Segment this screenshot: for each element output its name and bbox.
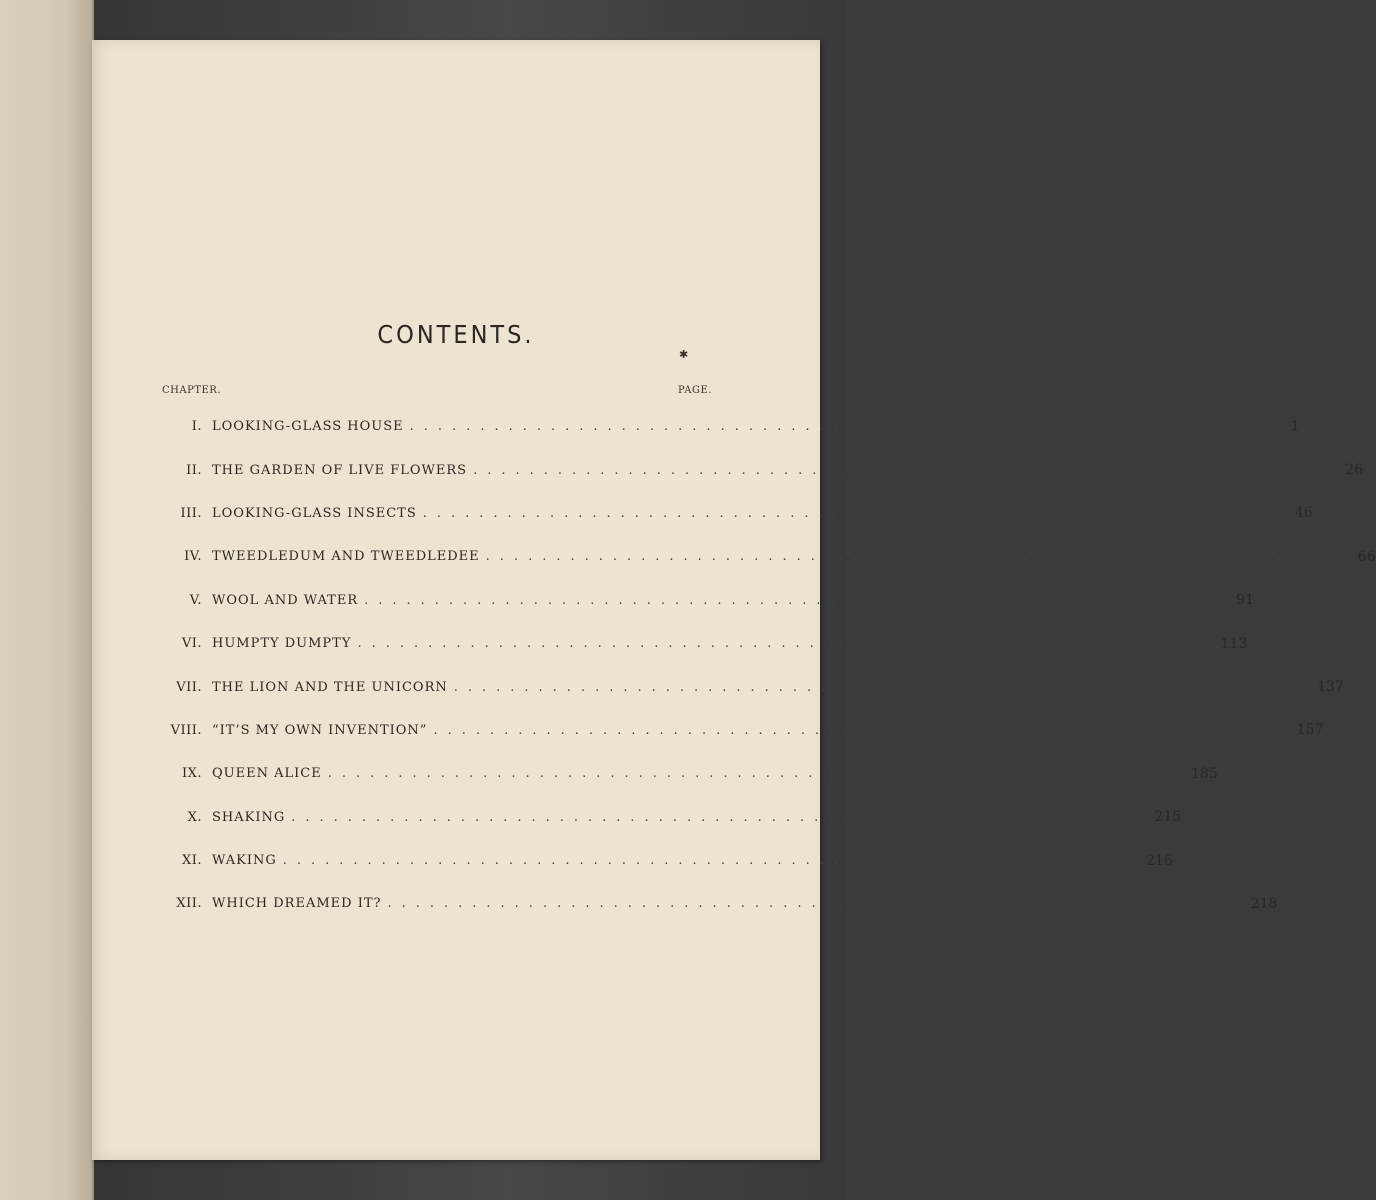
page-number: 216 — [1145, 852, 1173, 869]
chapter-title: QUEEN ALICE — [212, 766, 322, 782]
chapter-number: VII. — [176, 679, 202, 695]
chapter-number: XI. — [181, 853, 202, 869]
chapter-number: III. — [180, 505, 202, 521]
dot-leader: ............................................................ — [473, 462, 1322, 478]
chapter-column-header: CHAPTER. — [162, 385, 221, 396]
dot-leader: ............................................................ — [327, 766, 1176, 782]
page-number: 46 — [1294, 505, 1313, 522]
chapter-title: “IT’S MY OWN INVENTION” — [212, 722, 428, 738]
page-number: 215 — [1154, 809, 1182, 826]
chapter-number: V. — [189, 592, 202, 608]
toc-entry — [154, 709, 1324, 752]
page-number: 1 — [1290, 418, 1300, 435]
toc-entry — [154, 882, 1278, 925]
dot-leader: ............................................................ — [357, 636, 1206, 652]
toc-entry — [154, 579, 1255, 622]
page-column-header: PAGE. — [678, 385, 712, 396]
dot-leader: ............................................................ — [433, 722, 1282, 738]
chapter-title: LOOKING-GLASS HOUSE — [212, 419, 404, 435]
contents-page — [92, 40, 1376, 1160]
toc-entry — [154, 405, 1300, 448]
chapter-number: VIII. — [170, 722, 202, 738]
page-number: 157 — [1296, 722, 1324, 739]
chapter-title: WHICH DREAMED IT? — [212, 896, 382, 912]
chapter-title: TWEEDLEDUM AND TWEEDLEDEE — [212, 549, 480, 565]
toc-entry — [154, 535, 1376, 578]
toc-entry — [154, 839, 1173, 882]
page-number: 218 — [1250, 895, 1278, 912]
dot-leader: ............................................................ — [485, 549, 1334, 565]
chapter-title: THE GARDEN OF LIVE FLOWERS — [212, 462, 468, 478]
chapter-title: SHAKING — [212, 809, 286, 825]
toc-entry — [154, 492, 1313, 535]
chapter-number: II. — [186, 462, 202, 478]
chapter-number: VI. — [181, 636, 202, 652]
page-number: 113 — [1220, 635, 1248, 652]
dot-leader: ............................................................ — [453, 679, 1302, 695]
toc-entry — [154, 448, 1364, 491]
page-number: 26 — [1345, 462, 1364, 479]
toc-entry — [154, 665, 1344, 708]
ink-mark: ✱ — [679, 348, 689, 361]
chapter-title: WOOL AND WATER — [212, 592, 359, 608]
page-number: 66 — [1357, 548, 1376, 565]
page-number: 91 — [1236, 592, 1255, 609]
table-of-contents — [154, 405, 1376, 926]
toc-entry — [154, 622, 1248, 665]
chapter-title: HUMPTY DUMPTY — [212, 636, 352, 652]
chapter-number: IV. — [184, 549, 202, 565]
dot-leader: ............................................................ — [409, 419, 1258, 435]
chapter-title: WAKING — [212, 853, 277, 869]
chapter-number: X. — [187, 809, 202, 825]
page-number: 137 — [1316, 679, 1344, 696]
chapter-title: LOOKING-GLASS INSECTS — [212, 505, 417, 521]
page-title: CONTENTS. — [377, 320, 535, 349]
dot-leader: ............................................................ — [364, 592, 1213, 608]
dot-leader: ............................................................ — [282, 853, 1131, 869]
chapter-number: XII. — [176, 896, 202, 912]
toc-entry — [154, 796, 1182, 839]
dot-leader: ............................................................ — [422, 505, 1271, 521]
chapter-number: I. — [191, 419, 202, 435]
chapter-title: THE LION AND THE UNICORN — [212, 679, 448, 695]
dot-leader: ............................................................ — [387, 896, 1236, 912]
chapter-number: IX. — [181, 766, 202, 782]
page-number: 185 — [1190, 765, 1218, 782]
dot-leader: ............................................................ — [291, 809, 1140, 825]
facing-page — [0, 0, 94, 1200]
toc-entry — [154, 752, 1218, 795]
